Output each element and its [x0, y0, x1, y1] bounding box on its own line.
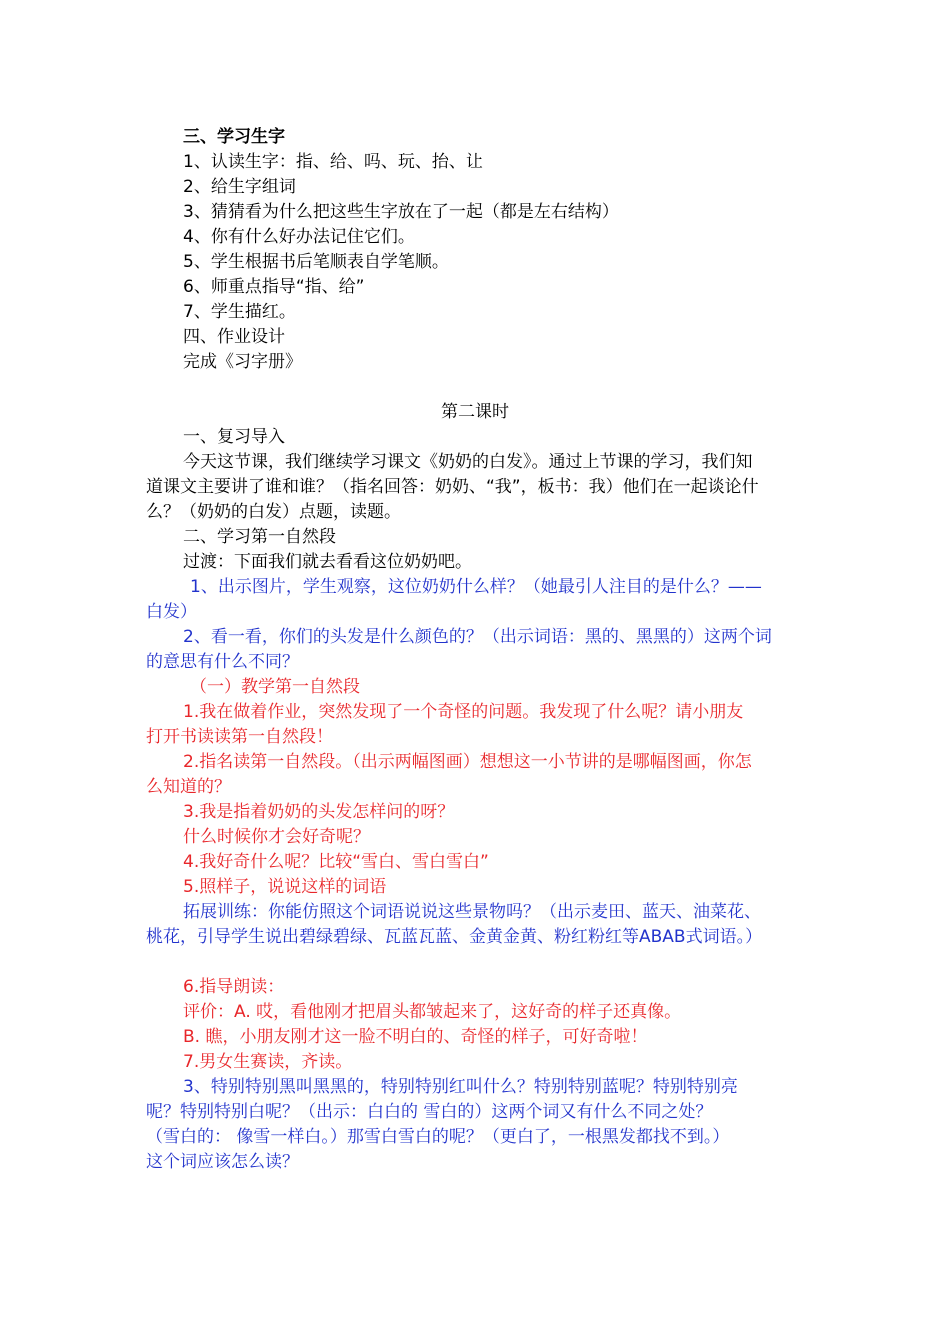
sub-heading: （一）教学第一自然段 [190, 677, 360, 697]
question2-line: 2、看一看，你们的头发是什么颜色的？（出示词语：黑的、黑黑的）这两个词 [183, 627, 772, 647]
part1-heading: 一、复习导入 [183, 427, 285, 447]
section3-item-2: 2、给生字组词 [183, 177, 296, 197]
question1-line: 白发） [146, 602, 197, 622]
step4-line: 4.我好奇什么呢？比较“雪白、雪白雪白” [183, 852, 489, 872]
step2-line: 么知道的？ [146, 777, 231, 797]
transition-text: 过渡：下面我们就去看看这位奶奶吧。 [183, 552, 472, 572]
question3-line: 这个词应该怎么读？ [146, 1152, 299, 1172]
extend-line: 桃花，引导学生说出碧绿碧绿、瓦蓝瓦蓝、金黄金黄、粉红粉红等ABAB式词语。） [146, 927, 763, 947]
step6-line: 6.指导朗读： [183, 977, 285, 997]
step7-line: 7.男女生赛读，齐读。 [183, 1052, 353, 1072]
step2-line: 2.指名读第一自然段。（出示两幅图画）想想这一小节讲的是哪幅图画，你怎 [183, 752, 752, 772]
section3-item-3: 3、猜猜看为什么把这些生字放在了一起（都是左右结构） [183, 202, 619, 222]
question3-line: 呢？特别特别白呢？（出示：白白的 雪白的）这两个词又有什么不同之处？ [146, 1102, 713, 1122]
step3-line: 3.我是指着奶奶的头发怎样问的呀？ [183, 802, 455, 822]
question2-line: 的意思有什么不同？ [146, 652, 299, 672]
step1-line: 1.我在做着作业，突然发现了一个奇怪的问题。我发现了什么呢？请小朋友 [183, 702, 744, 722]
step3-sub-line: 什么时候你才会好奇呢？ [183, 827, 370, 847]
section4-heading: 四、作业设计 [183, 327, 285, 347]
step5-line: 5.照样子，说说这样的词语 [183, 877, 387, 897]
part1-paragraph-line: 今天这节课，我们继续学习课文《奶奶的白发》。通过上节课的学习，我们知 [183, 452, 753, 472]
section3-heading: 三、学习生字 [183, 127, 285, 147]
question3-line: （雪白的： 像雪一样白。）那雪白雪白的呢？（更白了，一根黑发都找不到。） [146, 1127, 730, 1147]
lesson2-title: 第二课时 [441, 402, 509, 422]
part2-heading: 二、学习第一自然段 [183, 527, 336, 547]
question1-line: 1、出示图片，学生观察，这位奶奶什么样？（她最引人注目的是什么？—— [190, 577, 762, 597]
question3-line: 3、特别特别黑叫黑黑的，特别特别红叫什么？特别特别蓝呢？特别特别亮 [183, 1077, 738, 1097]
evaluation-b: B. 瞧，小朋友刚才这一脸不明白的、奇怪的样子，可好奇啦！ [183, 1027, 648, 1047]
part1-paragraph-line: 道课文主要讲了谁和谁？（指名回答：奶奶、“我”，板书：我）他们在一起谈论什 [146, 477, 759, 497]
section3-item-1: 1、认读生字：指、给、吗、玩、抬、让 [183, 152, 483, 172]
section4-text: 完成《习字册》 [183, 352, 302, 372]
section3-item-4: 4、你有什么好办法记住它们。 [183, 227, 415, 247]
section3-item-6: 6、师重点指导“指、给” [183, 277, 365, 297]
section3-item-7: 7、学生描红。 [183, 302, 296, 322]
part1-paragraph-line: 么？（奶奶的白发）点题，读题。 [146, 502, 401, 522]
evaluation-a: 评价：A. 哎，看他刚才把眉头都皱起来了，这好奇的样子还真像。 [183, 1002, 682, 1022]
section3-item-5: 5、学生根据书后笔顺表自学笔顺。 [183, 252, 449, 272]
step1-line: 打开书读读第一自然段！ [146, 727, 333, 747]
extend-line: 拓展训练：你能仿照这个词语说说这些景物吗？（出示麦田、蓝天、油菜花、 [183, 902, 761, 922]
